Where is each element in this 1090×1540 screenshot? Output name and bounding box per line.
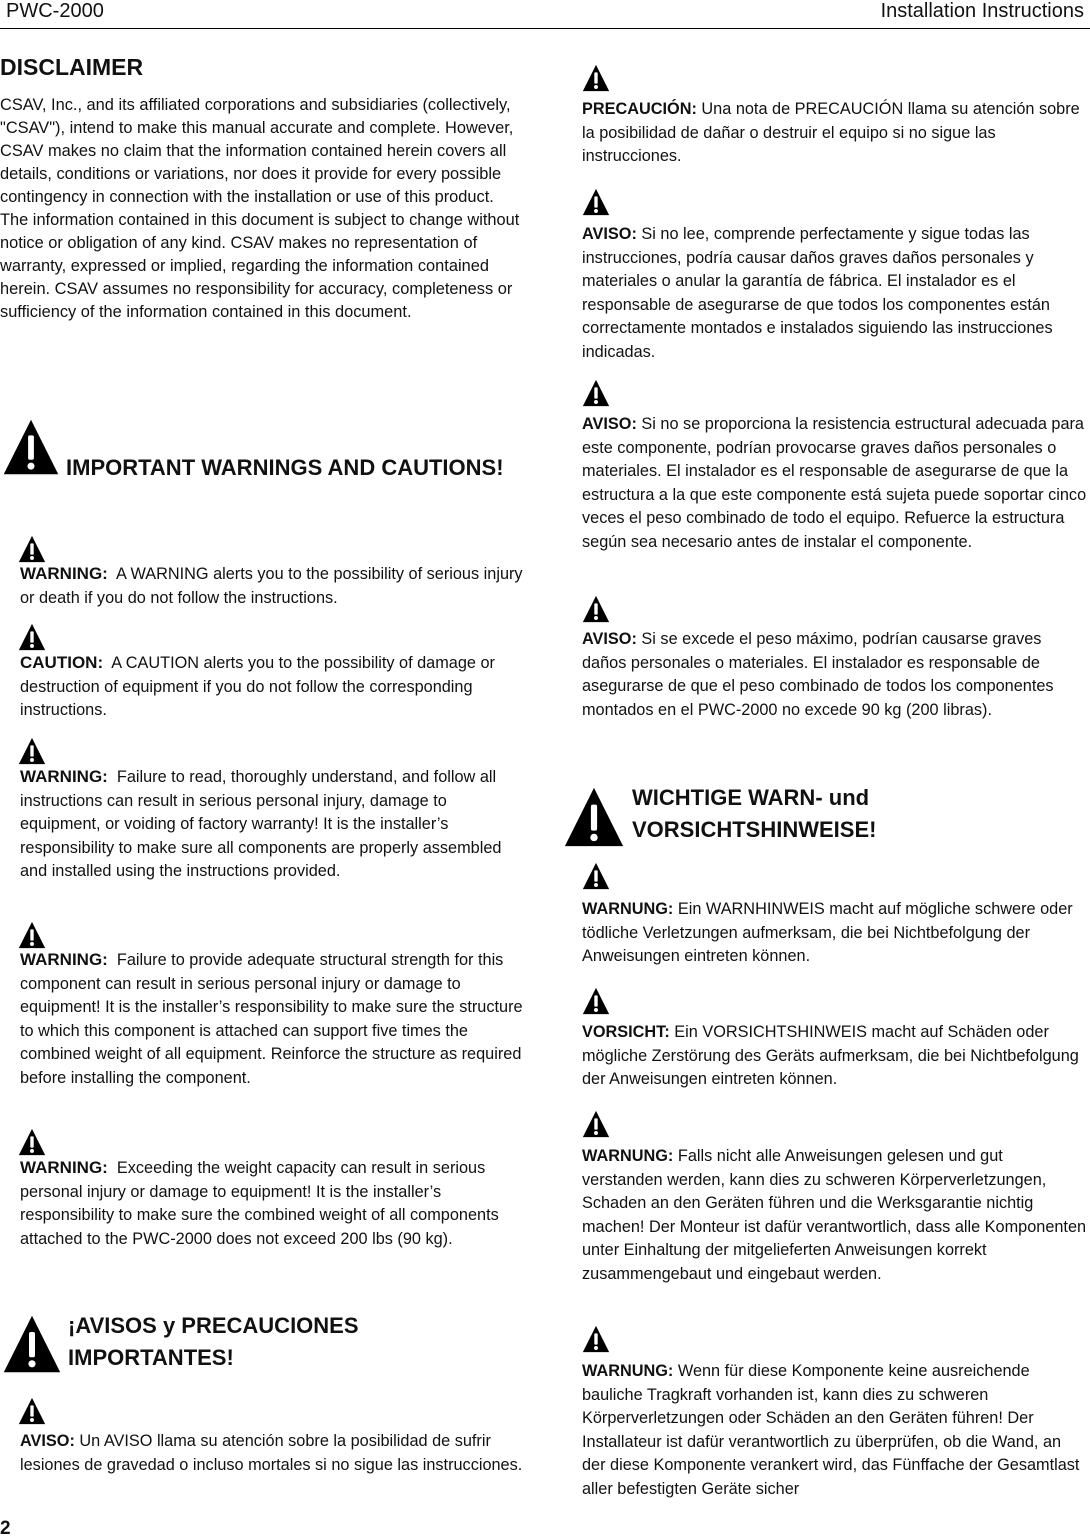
german-warnings-heading <box>632 782 876 846</box>
item-text: Failure to read, thoroughly understand, and follow all instructions can result in serious personal injury, damage to equipment, or voiding of factory warranty! It is the installer’s responsibility to make sure all components are properly assembled and installed using the instructions provided. <box>20 768 502 880</box>
heading-line: VORSICHTSHINWEISE! <box>632 817 877 842</box>
german-warnung-2 <box>582 1145 1087 1286</box>
warning-triangle-icon <box>2 1314 62 1374</box>
warning-triangle-icon <box>18 921 46 949</box>
heading-line: IMPORTANTES! <box>68 1345 234 1370</box>
disclaimer-body: CSAV, Inc., and its affiliated corporations and subsidiaries (collectively, "CSAV"), intend to make this manual accurate and complete. However, CSAV makes no claim that the information contained herein covers all details, conditions or variations, nor does it provide for every possible contingency in connection with the installation or use of this product. The information contained in this document is subject to change without notice or obligation of any kind. CSAV makes no representation of warranty, expressed or implied, regarding the information contained herein. CSAV assumes no responsibility for accuracy, completeness or sufficiency of the information contained in this document. <box>0 96 520 321</box>
warning-triangle-icon <box>582 595 610 623</box>
warning-triangle-icon <box>582 987 610 1015</box>
item-text: Si se excede el peso máximo, podrían causarse graves daños personales o materiales. El instalador es responsable de asegurarse de que el peso combinado de todos los componentes montados en el PWC-2000 no excede 90 kg (200 libras). <box>582 630 1054 719</box>
item-text: Exceeding the weight capacity can result in serious personal injury or damage to equipment! It is the installer’s responsibility to make sure the combined weight of all components attached to the PWC-2000 does not exceed 200 lbs (90 kg). <box>20 1159 499 1248</box>
item-text: Una nota de PRECAUCIÓN llama su atención sobre la posibilidad de dañar o destruir el equipo si no sigue las instrucciones. <box>582 100 1080 165</box>
header-model: PWC-2000 <box>6 0 104 22</box>
item-text: A WARNING alerts you to the possibility of serious injury or death if you do not follow the instructions. <box>20 565 523 607</box>
item-text: Ein WARNHINWEIS macht auf mögliche schwere oder tödliche Verletzungen aufmerksam, die bei Nichtbefolgung der Anweisungen eintreten können. <box>582 900 1073 965</box>
english-warnings-heading: IMPORTANT WARNINGS AND CAUTIONS! <box>66 455 504 480</box>
item-label: WARNUNG: <box>582 1362 674 1380</box>
item-label: CAUTION: <box>20 653 104 672</box>
spanish-precaucion <box>582 98 1087 169</box>
warning-triangle-icon <box>582 64 610 92</box>
english-warning-4 <box>20 1156 525 1251</box>
warning-triangle-icon <box>18 1128 46 1156</box>
item-label: AVISO: <box>582 630 637 648</box>
warning-triangle-icon <box>563 786 625 848</box>
spanish-aviso-3 <box>582 413 1087 554</box>
spanish-aviso-4 <box>582 628 1087 722</box>
header-doc-title: Installation Instructions <box>880 0 1084 22</box>
item-label: VORSICHT: <box>582 1023 670 1041</box>
item-label: WARNING: <box>20 564 108 583</box>
warning-triangle-icon <box>582 188 610 216</box>
item-text: Si no lee, comprende perfectamente y sigue todas las instrucciones, podría causar daños graves daños personales y materiales o anular la garantía de fábrica. El instalador es el responsable de asegurarse de que todos los componentes están correctamente montados e instalados siguiendo las instrucciones indicadas. <box>582 225 1053 361</box>
heading-line: WICHTIGE WARN- und <box>632 785 870 810</box>
warning-triangle-icon <box>18 1397 46 1425</box>
warning-triangle-icon <box>582 862 610 890</box>
item-text: Ein VORSICHTSHINWEIS macht auf Schäden oder mögliche Zerstörung des Geräts aufmerksam, die bei Nichtbefolgung der Anweisungen eintreten können. <box>582 1023 1079 1088</box>
item-label: WARNING: <box>20 950 108 969</box>
english-warning-3 <box>20 948 525 1090</box>
german-warnung-1 <box>582 898 1087 969</box>
item-text: Failure to provide adequate structural strength for this component can result in serious personal injury or damage to equipment! It is the installer’s responsibility to make sure the structure to which this component is attached can support five times the combined weight of all equipment. Reinforce the structure as required before installing the component. <box>20 951 523 1087</box>
spanish-aviso-1 <box>20 1430 525 1477</box>
item-label: AVISO: <box>20 1432 75 1450</box>
warning-triangle-icon <box>582 1110 610 1138</box>
item-text: Wenn für diese Komponente keine ausreichende bauliche Tragkraft vorhanden ist, kann dies zu schweren Körperverletzungen oder Schäden an den Geräten führen! Der Installateur ist dafür verantwortlich zu überprüfen, ob die Wand, an der diese Komponente verankert wird, das Fünffache der Gesamtlast aller befestigten Geräte sicher <box>582 1362 1080 1498</box>
item-text: Falls nicht alle Anweisungen gelesen und gut verstanden werden, kann dies zu schweren Körperverletzungen, Schaden an den Geräten führen und die Werksgarantie nichtig machen! Der Monteur ist dafür verantwortlich, dass alle Komponenten unter Einhaltung der mitgelieferten Anweisungen korrekt zusammengebaut und eingebaut werden. <box>582 1147 1087 1283</box>
german-vorsicht <box>582 1021 1087 1092</box>
page-number: 2 <box>0 1518 11 1539</box>
heading-line: ¡AVISOS y PRECAUCIONES <box>68 1313 359 1338</box>
disclaimer-title: DISCLAIMER <box>0 54 144 80</box>
item-label: WARNING: <box>20 1158 108 1177</box>
warning-triangle-icon <box>18 535 46 563</box>
item-text: Un AVISO llama su atención sobre la posibilidad de sufrir lesiones de gravedad o incluso mortales si no sigue las instrucciones. <box>20 1432 523 1474</box>
item-label: AVISO: <box>582 225 637 243</box>
item-label: WARNUNG: <box>582 900 674 918</box>
english-warning-2 <box>20 765 525 884</box>
warning-triangle-icon <box>582 1325 610 1353</box>
warning-triangle-icon <box>582 379 610 407</box>
warning-triangle-icon <box>18 623 46 651</box>
item-label: WARNUNG: <box>582 1147 674 1165</box>
english-warning-1 <box>20 562 525 610</box>
spanish-warnings-heading <box>68 1310 359 1374</box>
english-caution <box>20 651 525 723</box>
page-header <box>0 0 1090 29</box>
item-text: Si no se proporciona la resistencia estructural adecuada para este componente, podrían provocarse graves daños personales o materiales. El instalador es el responsable de asegurarse de que la estructura a la que este componente está sujeta puede soportar cinco veces el peso combinado de todo el equipo. Refuerce la estructura según sea necesario antes de instalar el componente. <box>582 415 1087 551</box>
item-label: PRECAUCIÓN: <box>582 100 697 118</box>
warning-triangle-icon <box>18 737 46 765</box>
spanish-aviso-2 <box>582 223 1087 364</box>
german-warnung-3 <box>582 1360 1087 1501</box>
item-text: A CAUTION alerts you to the possibility of damage or destruction of equipment if you do not follow the corresponding instructions. <box>20 654 495 719</box>
item-label: AVISO: <box>582 415 637 433</box>
item-label: WARNING: <box>20 767 108 786</box>
